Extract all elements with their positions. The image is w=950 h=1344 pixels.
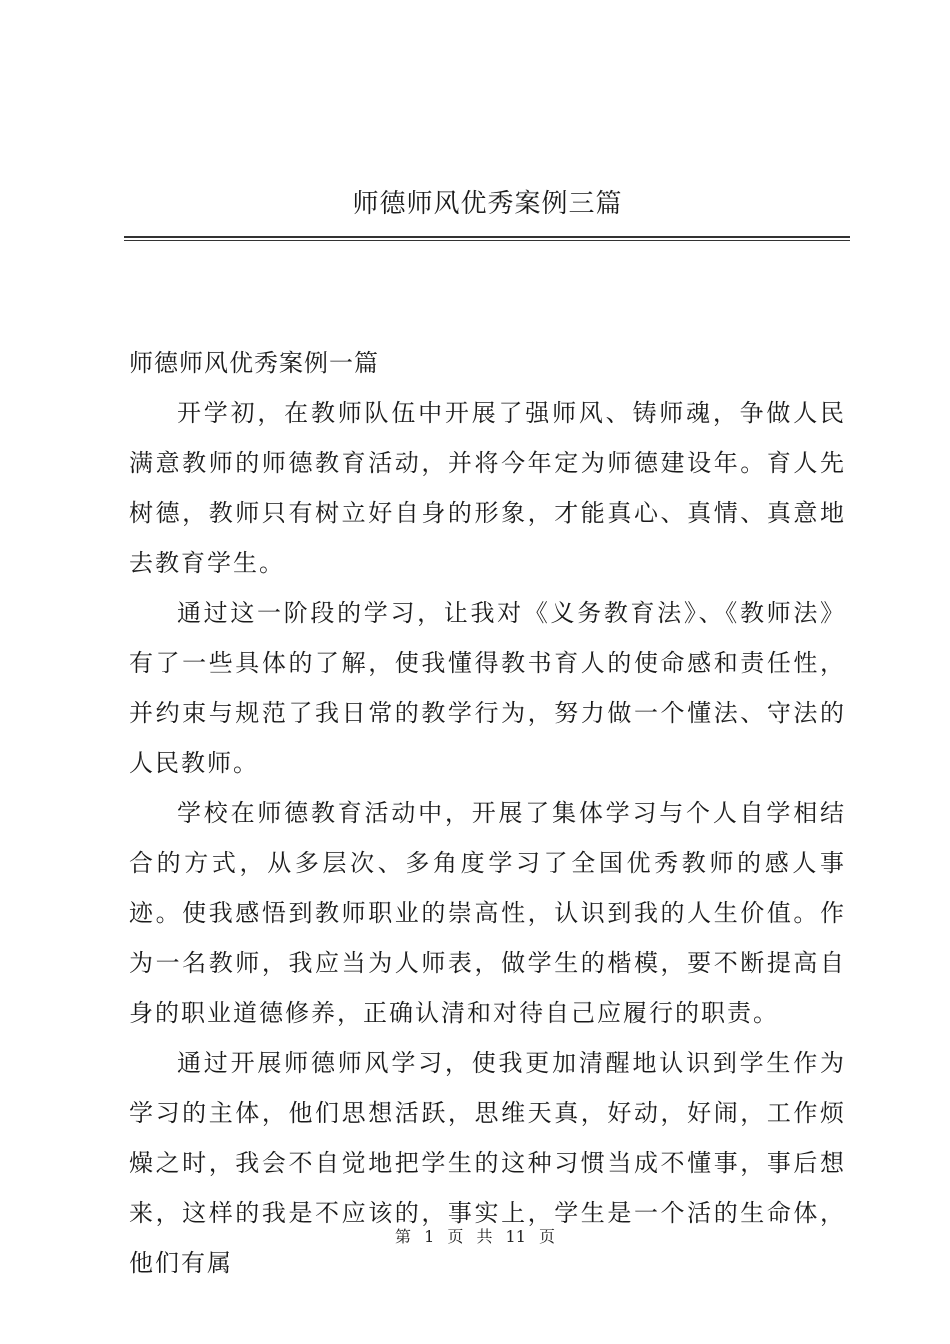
section-heading: 师德师风优秀案例一篇 xyxy=(129,349,379,377)
paragraph: 学校在师德教育活动中，开展了集体学习与个人自学相结合的方式，从多层次、多角度学习了全国优秀教师的感人事迹。使我感悟到教师职业的崇高性，认识到我的人生价值。作为一名教师，我应当为人师表，做学生的楷模，要不断提高自身的职业道德修养，正确认清和对待自己应履行的职责。 xyxy=(129,799,846,1027)
paragraph: 开学初，在教师队伍中开展了强师风、铸师魂，争做人民满意教师的师德教育活动，并将今年定为师德建设年。育人先树德，教师只有树立好自身的形象，才能真心、真情、真意地去教育学生。 xyxy=(129,399,846,577)
paragraph: 通过这一阶段的学习，让我对《义务教育法》、《教师法》有了一些具体的了解，使我懂得教书育人的使命感和责任性，并约束与规范了我日常的教学行为，努力做一个懂法、守法的人民教师。 xyxy=(129,599,846,777)
page-number-footer: 第 1 页 共 11 页 xyxy=(395,1227,555,1246)
title-divider xyxy=(124,236,850,241)
paragraph: 通过开展师德师风学习，使我更加清醒地认识到学生作为学习的主体，他们思想活跃，思维天真，好动，好闹，工作烦燥之时，我会不自觉地把学生的这种习惯当成不懂事，事后想来，这样的我是不应该的，事实上，学生是一个活的生命体，他们有属 xyxy=(129,1049,846,1277)
document-body xyxy=(129,338,846,1288)
document-title: 师德师风优秀案例三篇 xyxy=(352,189,623,219)
